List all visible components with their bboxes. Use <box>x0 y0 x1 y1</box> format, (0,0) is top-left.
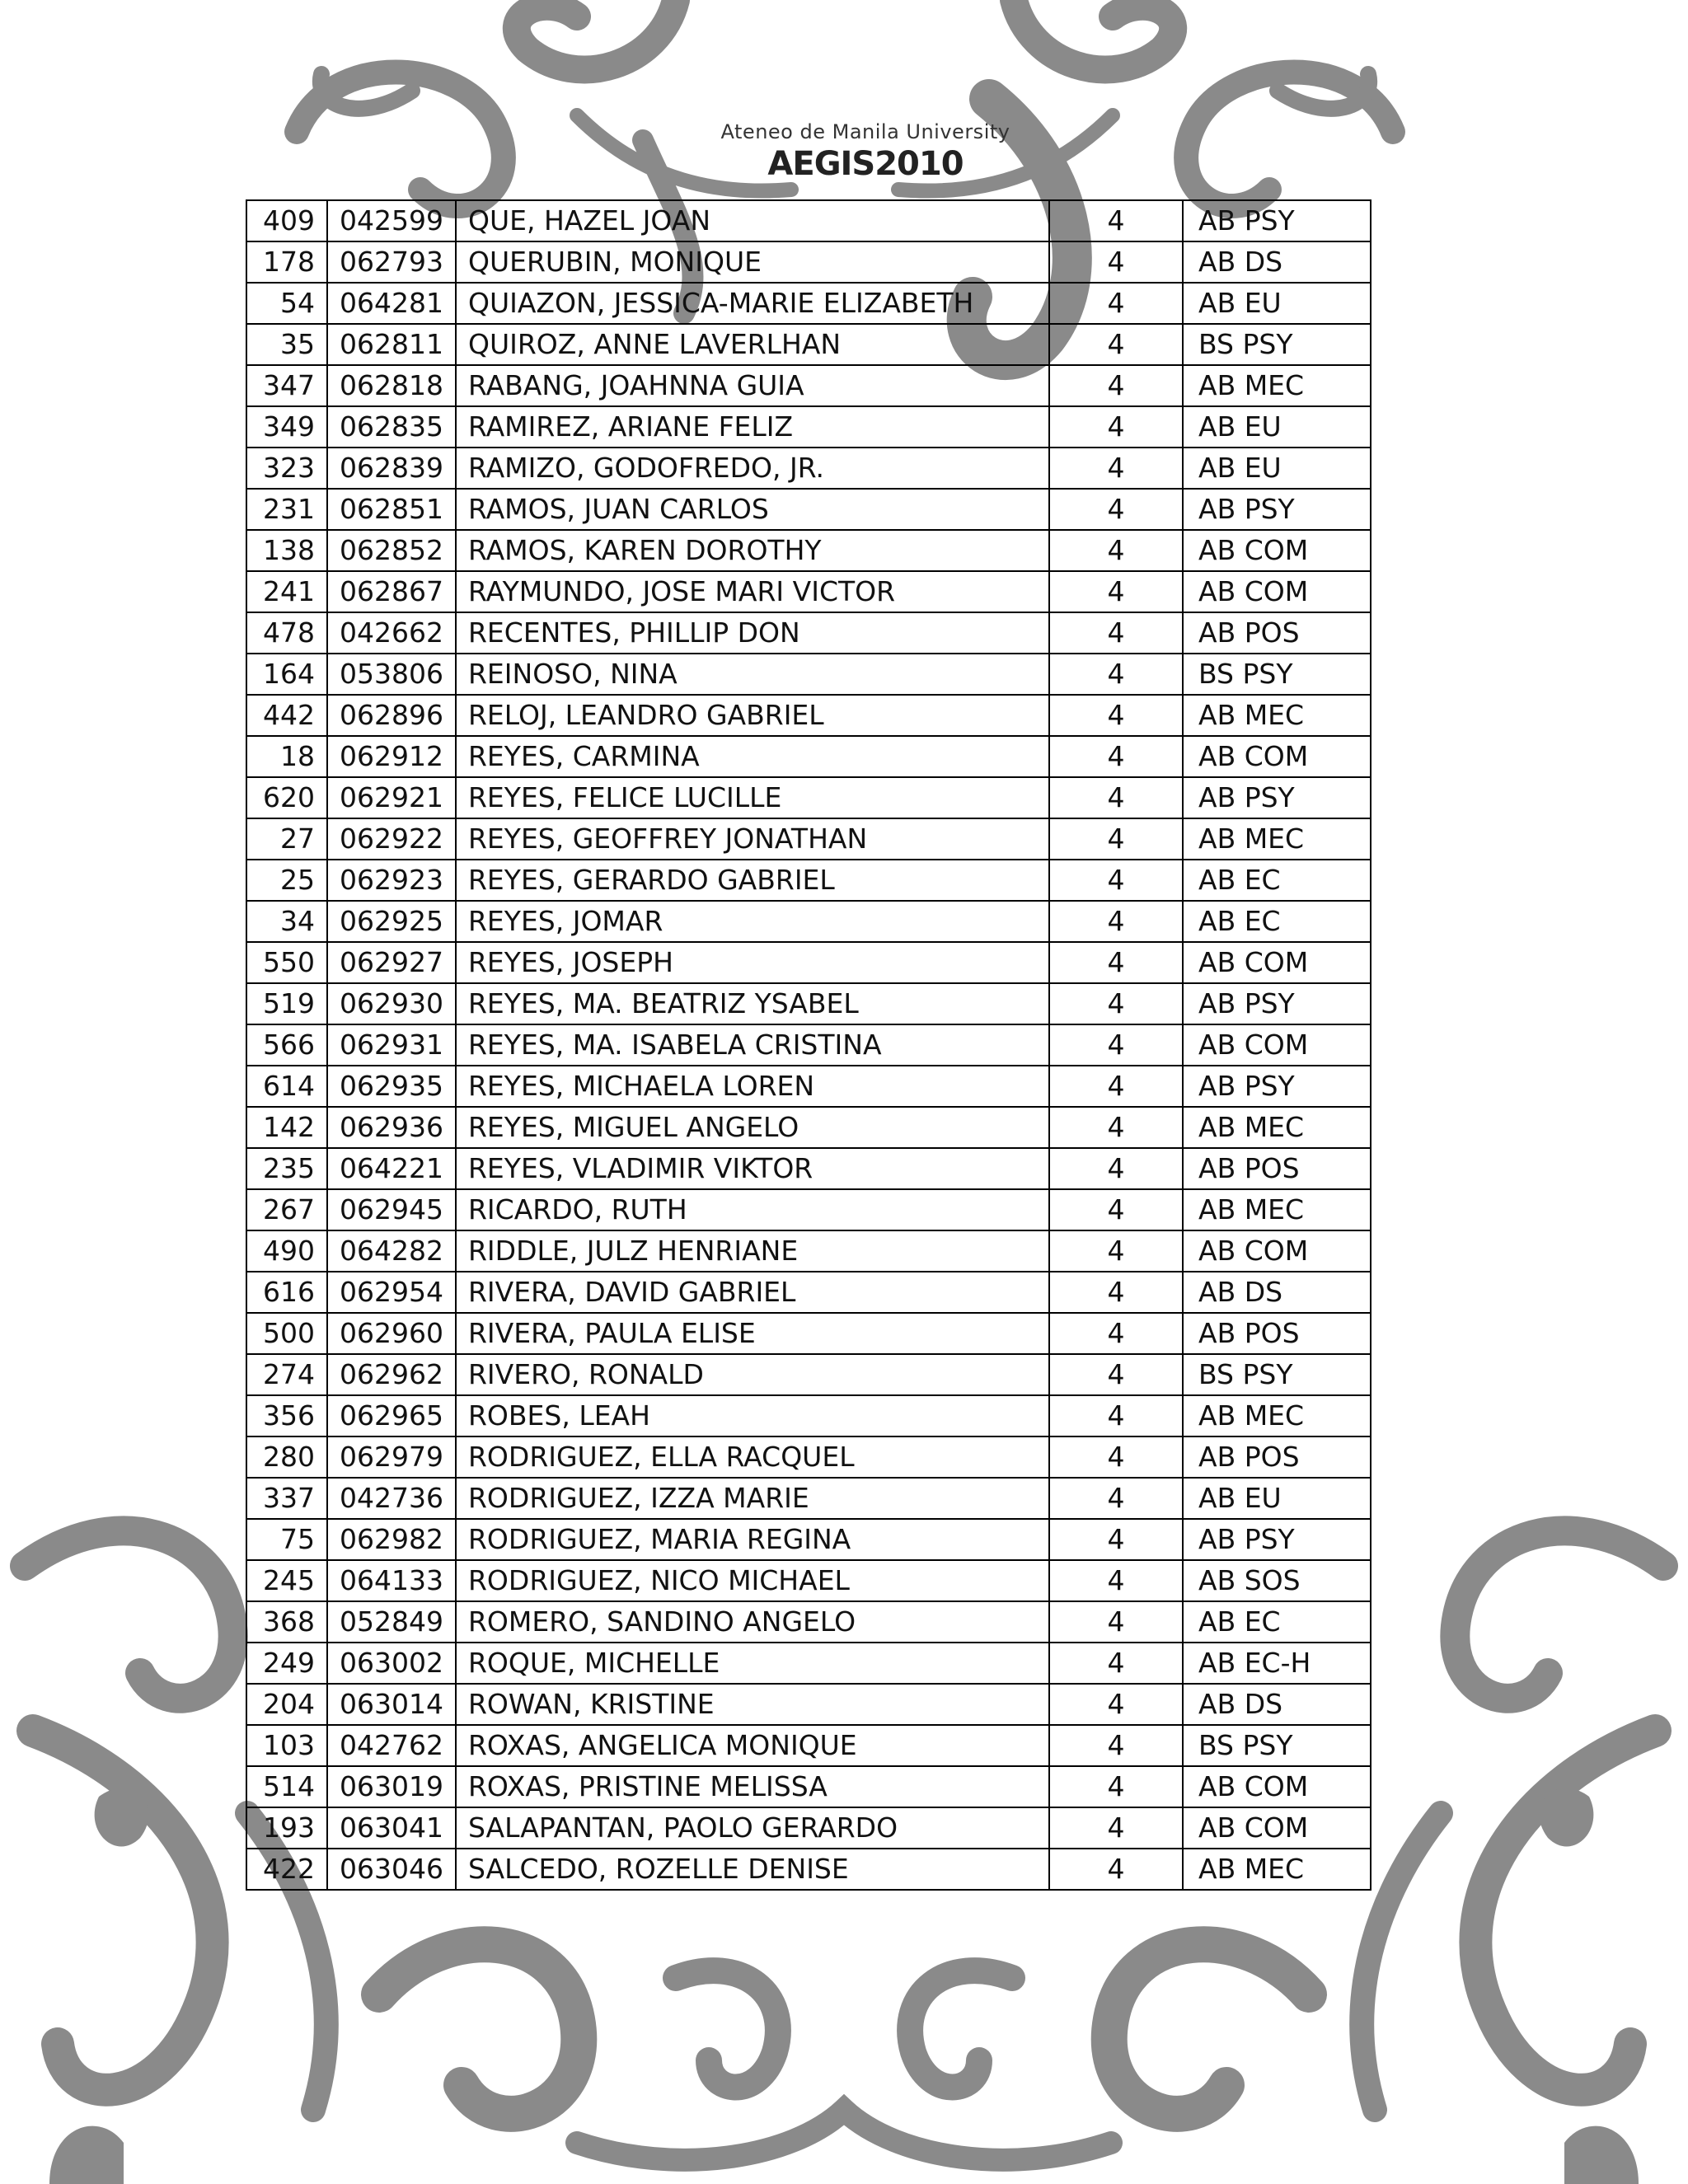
table-row <box>246 571 1371 612</box>
id-number-cell: 062867 <box>327 571 456 612</box>
course-cell: AB POS <box>1183 1313 1371 1354</box>
row-number-cell: 356 <box>246 1395 327 1436</box>
row-number-cell: 478 <box>246 612 327 654</box>
table-row <box>246 1684 1371 1725</box>
student-name-cell: RIVERO, RONALD <box>456 1354 1049 1395</box>
table-row <box>246 901 1371 942</box>
student-name-cell: REYES, VLADIMIR VIKTOR <box>456 1148 1049 1189</box>
row-number-cell: 519 <box>246 983 327 1024</box>
row-number-cell: 27 <box>246 818 327 860</box>
student-name-cell: RIVERA, PAULA ELISE <box>456 1313 1049 1354</box>
id-number-cell: 064282 <box>327 1230 456 1272</box>
course-cell: AB POS <box>1183 1436 1371 1478</box>
id-number-cell: 062912 <box>327 736 456 777</box>
student-name-cell: REYES, CARMINA <box>456 736 1049 777</box>
roster-body <box>246 200 1371 1890</box>
student-name-cell: REINOSO, NINA <box>456 654 1049 695</box>
id-number-cell: 062925 <box>327 901 456 942</box>
course-cell: AB EC <box>1183 901 1371 942</box>
table-row <box>246 283 1371 324</box>
row-number-cell: 164 <box>246 654 327 695</box>
year-level-cell: 4 <box>1049 942 1183 983</box>
course-cell: AB PSY <box>1183 1066 1371 1107</box>
table-row <box>246 1107 1371 1148</box>
table-row <box>246 1766 1371 1807</box>
student-roster-table <box>246 199 1372 1891</box>
student-name-cell: RECENTES, PHILLIP DON <box>456 612 1049 654</box>
student-name-cell: REYES, GERARDO GABRIEL <box>456 860 1049 901</box>
year-level-cell: 4 <box>1049 654 1183 695</box>
year-level-cell: 4 <box>1049 1107 1183 1148</box>
course-cell: AB MEC <box>1183 365 1371 406</box>
table-row <box>246 777 1371 818</box>
student-name-cell: SALAPANTAN, PAOLO GERARDO <box>456 1807 1049 1849</box>
row-number-cell: 620 <box>246 777 327 818</box>
year-level-cell: 4 <box>1049 1643 1183 1684</box>
table-row <box>246 736 1371 777</box>
table-row <box>246 695 1371 736</box>
table-row <box>246 1066 1371 1107</box>
year-level-cell: 4 <box>1049 1684 1183 1725</box>
id-number-cell: 063014 <box>327 1684 456 1725</box>
course-cell: AB COM <box>1183 942 1371 983</box>
id-number-cell: 062793 <box>327 241 456 283</box>
student-name-cell: RAMIREZ, ARIANE FELIZ <box>456 406 1049 448</box>
course-cell: AB DS <box>1183 1684 1371 1725</box>
table-row <box>246 1560 1371 1601</box>
row-number-cell: 103 <box>246 1725 327 1766</box>
row-number-cell: 241 <box>246 571 327 612</box>
id-number-cell: 063019 <box>327 1766 456 1807</box>
year-level-cell: 4 <box>1049 365 1183 406</box>
year-level-cell: 4 <box>1049 241 1183 283</box>
table-row <box>246 1354 1371 1395</box>
table-row <box>246 448 1371 489</box>
course-cell: AB POS <box>1183 1148 1371 1189</box>
row-number-cell: 490 <box>246 1230 327 1272</box>
row-number-cell: 54 <box>246 283 327 324</box>
student-name-cell: ROMERO, SANDINO ANGELO <box>456 1601 1049 1643</box>
course-cell: AB COM <box>1183 571 1371 612</box>
row-number-cell: 18 <box>246 736 327 777</box>
row-number-cell: 442 <box>246 695 327 736</box>
student-name-cell: RELOJ, LEANDRO GABRIEL <box>456 695 1049 736</box>
course-cell: AB MEC <box>1183 818 1371 860</box>
id-number-cell: 062930 <box>327 983 456 1024</box>
course-cell: AB EC-H <box>1183 1643 1371 1684</box>
row-number-cell: 349 <box>246 406 327 448</box>
table-row <box>246 1189 1371 1230</box>
student-name-cell: REYES, FELICE LUCILLE <box>456 777 1049 818</box>
student-name-cell: RAMIZO, GODOFREDO, JR. <box>456 448 1049 489</box>
header-logo <box>692 115 1039 214</box>
course-cell: BS PSY <box>1183 654 1371 695</box>
id-number-cell: 042662 <box>327 612 456 654</box>
course-cell: AB EU <box>1183 283 1371 324</box>
course-cell: AB COM <box>1183 1766 1371 1807</box>
row-number-cell: 368 <box>246 1601 327 1643</box>
yearbook-title: AEGIS2010 <box>767 145 964 183</box>
row-number-cell: 235 <box>246 1148 327 1189</box>
course-cell: AB MEC <box>1183 1849 1371 1890</box>
year-level-cell: 4 <box>1049 1601 1183 1643</box>
year-level-cell: 4 <box>1049 200 1183 241</box>
id-number-cell: 064221 <box>327 1148 456 1189</box>
table-row <box>246 530 1371 571</box>
student-name-cell: ROWAN, KRISTINE <box>456 1684 1049 1725</box>
table-row <box>246 1024 1371 1066</box>
course-cell: AB PSY <box>1183 200 1371 241</box>
table-row <box>246 1272 1371 1313</box>
course-cell: AB MEC <box>1183 1189 1371 1230</box>
row-number-cell: 337 <box>246 1478 327 1519</box>
year-level-cell: 4 <box>1049 406 1183 448</box>
course-cell: AB MEC <box>1183 695 1371 736</box>
table-row <box>246 1436 1371 1478</box>
id-number-cell: 063041 <box>327 1807 456 1849</box>
id-number-cell: 062962 <box>327 1354 456 1395</box>
id-number-cell: 063002 <box>327 1643 456 1684</box>
student-name-cell: QUIROZ, ANNE LAVERLHAN <box>456 324 1049 365</box>
table-row <box>246 1395 1371 1436</box>
student-name-cell: REYES, JOSEPH <box>456 942 1049 983</box>
course-cell: AB PSY <box>1183 983 1371 1024</box>
student-name-cell: REYES, MA. ISABELA CRISTINA <box>456 1024 1049 1066</box>
course-cell: AB COM <box>1183 1230 1371 1272</box>
year-level-cell: 4 <box>1049 901 1183 942</box>
id-number-cell: 062839 <box>327 448 456 489</box>
id-number-cell: 062896 <box>327 695 456 736</box>
course-cell: AB PSY <box>1183 1519 1371 1560</box>
id-number-cell: 042599 <box>327 200 456 241</box>
student-name-cell: REYES, GEOFFREY JONATHAN <box>456 818 1049 860</box>
id-number-cell: 062818 <box>327 365 456 406</box>
course-cell: BS PSY <box>1183 324 1371 365</box>
row-number-cell: 409 <box>246 200 327 241</box>
row-number-cell: 274 <box>246 1354 327 1395</box>
row-number-cell: 245 <box>246 1560 327 1601</box>
course-cell: AB MEC <box>1183 1107 1371 1148</box>
row-number-cell: 75 <box>246 1519 327 1560</box>
course-cell: AB PSY <box>1183 777 1371 818</box>
student-name-cell: ROXAS, PRISTINE MELISSA <box>456 1766 1049 1807</box>
student-name-cell: RIVERA, DAVID GABRIEL <box>456 1272 1049 1313</box>
row-number-cell: 204 <box>246 1684 327 1725</box>
table-row <box>246 1849 1371 1890</box>
id-number-cell: 062851 <box>327 489 456 530</box>
row-number-cell: 550 <box>246 942 327 983</box>
course-cell: AB COM <box>1183 1807 1371 1849</box>
year-level-cell: 4 <box>1049 736 1183 777</box>
year-level-cell: 4 <box>1049 1478 1183 1519</box>
year-level-cell: 4 <box>1049 1354 1183 1395</box>
year-level-cell: 4 <box>1049 324 1183 365</box>
table-row <box>246 1313 1371 1354</box>
id-number-cell: 062927 <box>327 942 456 983</box>
university-name: Ateneo de Manila University <box>720 120 1010 143</box>
year-level-cell: 4 <box>1049 1766 1183 1807</box>
id-number-cell: 053806 <box>327 654 456 695</box>
id-number-cell: 062982 <box>327 1519 456 1560</box>
row-number-cell: 280 <box>246 1436 327 1478</box>
year-level-cell: 4 <box>1049 1560 1183 1601</box>
student-name-cell: RAMOS, KAREN DOROTHY <box>456 530 1049 571</box>
year-level-cell: 4 <box>1049 1849 1183 1890</box>
course-cell: AB EU <box>1183 448 1371 489</box>
year-level-cell: 4 <box>1049 1189 1183 1230</box>
row-number-cell: 566 <box>246 1024 327 1066</box>
id-number-cell: 062979 <box>327 1436 456 1478</box>
row-number-cell: 142 <box>246 1107 327 1148</box>
row-number-cell: 500 <box>246 1313 327 1354</box>
student-name-cell: REYES, JOMAR <box>456 901 1049 942</box>
student-name-cell: RODRIGUEZ, IZZA MARIE <box>456 1478 1049 1519</box>
id-number-cell: 062923 <box>327 860 456 901</box>
table-row <box>246 324 1371 365</box>
student-name-cell: RODRIGUEZ, NICO MICHAEL <box>456 1560 1049 1601</box>
id-number-cell: 062931 <box>327 1024 456 1066</box>
row-number-cell: 422 <box>246 1849 327 1890</box>
student-name-cell: REYES, MIGUEL ANGELO <box>456 1107 1049 1148</box>
year-level-cell: 4 <box>1049 1313 1183 1354</box>
year-level-cell: 4 <box>1049 695 1183 736</box>
course-cell: AB COM <box>1183 736 1371 777</box>
course-cell: AB EC <box>1183 860 1371 901</box>
year-level-cell: 4 <box>1049 283 1183 324</box>
course-cell: AB SOS <box>1183 1560 1371 1601</box>
year-level-cell: 4 <box>1049 571 1183 612</box>
row-number-cell: 249 <box>246 1643 327 1684</box>
row-number-cell: 231 <box>246 489 327 530</box>
id-number-cell: 062960 <box>327 1313 456 1354</box>
year-level-cell: 4 <box>1049 860 1183 901</box>
course-cell: AB COM <box>1183 530 1371 571</box>
year-level-cell: 4 <box>1049 818 1183 860</box>
course-cell: AB EU <box>1183 1478 1371 1519</box>
id-number-cell: 064281 <box>327 283 456 324</box>
student-name-cell: ROBES, LEAH <box>456 1395 1049 1436</box>
year-level-cell: 4 <box>1049 1148 1183 1189</box>
year-level-cell: 4 <box>1049 1066 1183 1107</box>
row-number-cell: 138 <box>246 530 327 571</box>
table-row <box>246 1148 1371 1189</box>
id-number-cell: 062954 <box>327 1272 456 1313</box>
year-level-cell: 4 <box>1049 530 1183 571</box>
student-name-cell: RODRIGUEZ, MARIA REGINA <box>456 1519 1049 1560</box>
table-row <box>246 365 1371 406</box>
table-row <box>246 942 1371 983</box>
course-cell: AB PSY <box>1183 489 1371 530</box>
row-number-cell: 25 <box>246 860 327 901</box>
course-cell: AB MEC <box>1183 1395 1371 1436</box>
table-row <box>246 983 1371 1024</box>
student-name-cell: QUE, HAZEL JOAN <box>456 200 1049 241</box>
student-name-cell: RICARDO, RUTH <box>456 1189 1049 1230</box>
table-row <box>246 654 1371 695</box>
table-row <box>246 1478 1371 1519</box>
id-number-cell: 063046 <box>327 1849 456 1890</box>
year-level-cell: 4 <box>1049 1230 1183 1272</box>
table-row <box>246 818 1371 860</box>
table-row <box>246 406 1371 448</box>
id-number-cell: 062935 <box>327 1066 456 1107</box>
id-number-cell: 062936 <box>327 1107 456 1148</box>
row-number-cell: 34 <box>246 901 327 942</box>
row-number-cell: 514 <box>246 1766 327 1807</box>
year-level-cell: 4 <box>1049 1436 1183 1478</box>
year-level-cell: 4 <box>1049 448 1183 489</box>
id-number-cell: 042762 <box>327 1725 456 1766</box>
course-cell: AB COM <box>1183 1024 1371 1066</box>
year-level-cell: 4 <box>1049 777 1183 818</box>
row-number-cell: 35 <box>246 324 327 365</box>
year-level-cell: 4 <box>1049 489 1183 530</box>
id-number-cell: 062965 <box>327 1395 456 1436</box>
table-row <box>246 1230 1371 1272</box>
row-number-cell: 193 <box>246 1807 327 1849</box>
row-number-cell: 267 <box>246 1189 327 1230</box>
course-cell: AB POS <box>1183 612 1371 654</box>
course-cell: AB DS <box>1183 241 1371 283</box>
year-level-cell: 4 <box>1049 1807 1183 1849</box>
course-cell: AB EU <box>1183 406 1371 448</box>
student-name-cell: RODRIGUEZ, ELLA RACQUEL <box>456 1436 1049 1478</box>
id-number-cell: 062922 <box>327 818 456 860</box>
table-row <box>246 1725 1371 1766</box>
year-level-cell: 4 <box>1049 1024 1183 1066</box>
id-number-cell: 042736 <box>327 1478 456 1519</box>
student-name-cell: QUERUBIN, MONIQUE <box>456 241 1049 283</box>
table-row <box>246 612 1371 654</box>
id-number-cell: 062921 <box>327 777 456 818</box>
student-name-cell: ROXAS, ANGELICA MONIQUE <box>456 1725 1049 1766</box>
table-row <box>246 1643 1371 1684</box>
student-name-cell: RAMOS, JUAN CARLOS <box>456 489 1049 530</box>
row-number-cell: 616 <box>246 1272 327 1313</box>
year-level-cell: 4 <box>1049 612 1183 654</box>
id-number-cell: 062835 <box>327 406 456 448</box>
row-number-cell: 347 <box>246 365 327 406</box>
table-row <box>246 1519 1371 1560</box>
student-name-cell: RABANG, JOAHNNA GUIA <box>456 365 1049 406</box>
course-cell: AB DS <box>1183 1272 1371 1313</box>
student-name-cell: REYES, MICHAELA LOREN <box>456 1066 1049 1107</box>
student-name-cell: RAYMUNDO, JOSE MARI VICTOR <box>456 571 1049 612</box>
id-number-cell: 064133 <box>327 1560 456 1601</box>
year-level-cell: 4 <box>1049 1725 1183 1766</box>
row-number-cell: 323 <box>246 448 327 489</box>
id-number-cell: 052849 <box>327 1601 456 1643</box>
year-level-cell: 4 <box>1049 1395 1183 1436</box>
table-row <box>246 241 1371 283</box>
row-number-cell: 614 <box>246 1066 327 1107</box>
student-name-cell: QUIAZON, JESSICA-MARIE ELIZABETH <box>456 283 1049 324</box>
student-name-cell: SALCEDO, ROZELLE DENISE <box>456 1849 1049 1890</box>
course-cell: BS PSY <box>1183 1354 1371 1395</box>
id-number-cell: 062945 <box>327 1189 456 1230</box>
table-row <box>246 1601 1371 1643</box>
table-row <box>246 489 1371 530</box>
id-number-cell: 062811 <box>327 324 456 365</box>
year-level-cell: 4 <box>1049 1519 1183 1560</box>
table-row <box>246 1807 1371 1849</box>
year-level-cell: 4 <box>1049 1272 1183 1313</box>
student-name-cell: REYES, MA. BEATRIZ YSABEL <box>456 983 1049 1024</box>
course-cell: BS PSY <box>1183 1725 1371 1766</box>
id-number-cell: 062852 <box>327 530 456 571</box>
year-level-cell: 4 <box>1049 983 1183 1024</box>
row-number-cell: 178 <box>246 241 327 283</box>
course-cell: AB EC <box>1183 1601 1371 1643</box>
table-row <box>246 860 1371 901</box>
student-name-cell: RIDDLE, JULZ HENRIANE <box>456 1230 1049 1272</box>
student-name-cell: ROQUE, MICHELLE <box>456 1643 1049 1684</box>
